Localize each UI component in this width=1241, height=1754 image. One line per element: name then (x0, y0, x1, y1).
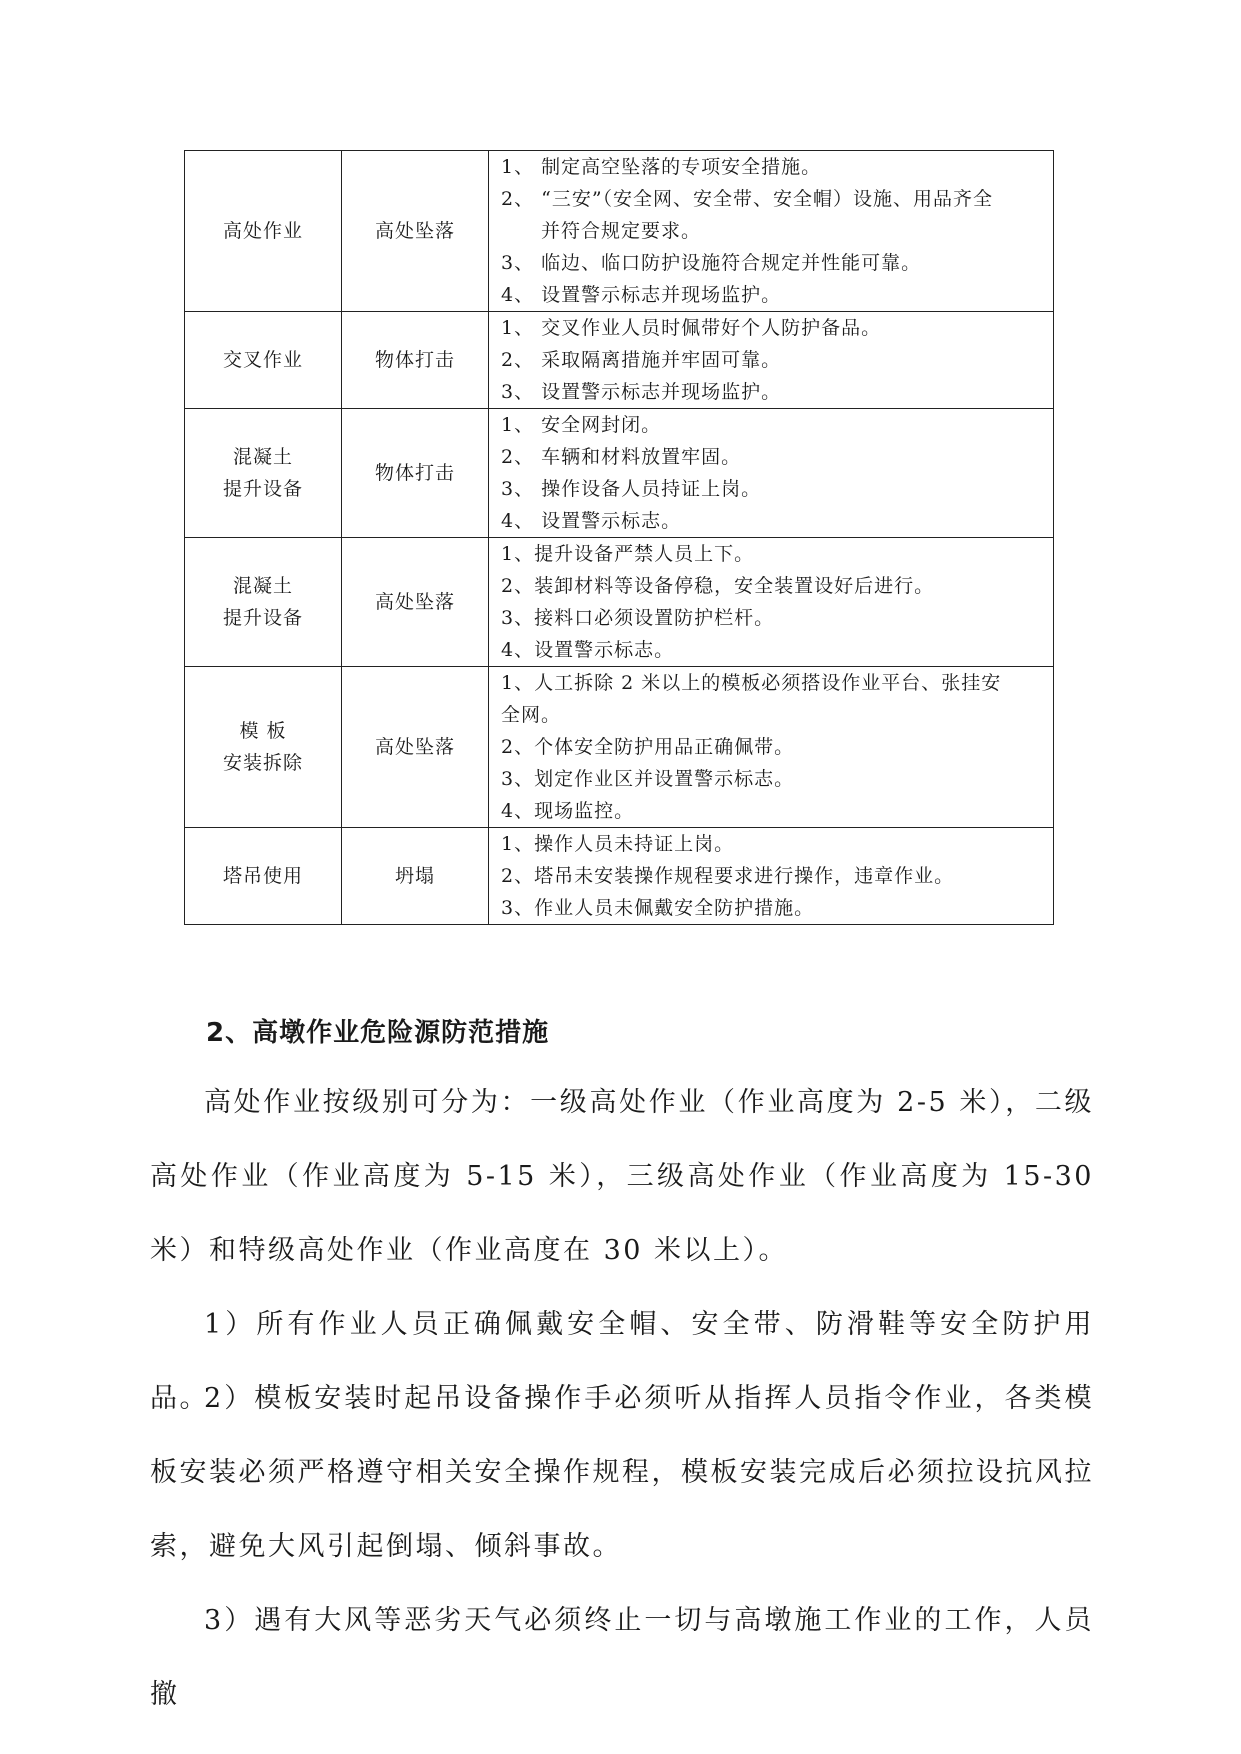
table-row (185, 538, 1054, 667)
table-row (185, 409, 1054, 538)
measures-list (501, 312, 1045, 408)
hazard-cell: 高处坠落 (342, 667, 489, 828)
hazard-cell: 高处坠落 (342, 151, 489, 312)
measure-line: 2、个体安全防护用品正确佩带。 (501, 736, 795, 758)
measure-line: 2、 采取隔离措施并牢固可靠。 (501, 349, 782, 371)
measure-item-3: 3）遇有大风等恶劣天气必须终止一切与高墩施工作业的工作，人员撤 (150, 1605, 1094, 1710)
measures-cell (489, 538, 1054, 667)
measure-line: 4、 设置警示标志。 (501, 510, 682, 532)
activity-label: 模 板 (239, 720, 287, 742)
measure-line: 1、 安全网封闭。 (501, 414, 662, 436)
measure-line: 4、设置警示标志。 (501, 639, 675, 661)
activity-label: 塔吊使用 (222, 865, 303, 887)
measures-list (501, 538, 1045, 666)
measure-line: 3、 设置警示标志并现场监护。 (501, 381, 782, 403)
measure-line: 4、现场监控。 (501, 800, 635, 822)
activity-cell (185, 409, 342, 538)
measure-line: 3、作业人员未佩戴安全防护措施。 (501, 897, 815, 919)
activity-label: 混凝土 (232, 575, 293, 597)
activity-label: 提升设备 (222, 478, 303, 500)
measures-cell (489, 409, 1054, 538)
hazard-cell: 高处坠落 (342, 538, 489, 667)
table-row (185, 312, 1054, 409)
measure-item-2: 2）模板安装时起吊设备操作手必须听从指挥人员指令作业，各类模板安装必须严格遵守相关安全操作规程，模板安装完成后必须拉设抗风拉索，避免大风引起倒塌、倾斜事故。 (150, 1383, 1094, 1562)
measure-item-1: 1）所有作业人员正确佩戴安全帽、安全带、防滑鞋等安全防护用品。 (150, 1309, 1094, 1414)
measure-line: 3、 临边、临口防护设施符合规定并性能可靠。 (501, 252, 922, 274)
table-body (185, 151, 1054, 925)
activity-label: 提升设备 (222, 607, 303, 629)
activity-label: 混凝土 (232, 446, 293, 468)
intro-paragraph: 高处作业按级别可分为：一级高处作业（作业高度为 2-5 米），二级高处作业（作业高度为 5-15 米），三级高处作业（作业高度为 15-30 米）和特级高处作业（作业高度在 30 米以上）。 (150, 1087, 1094, 1266)
measures-cell (489, 312, 1054, 409)
measure-line: 4、 设置警示标志并现场监护。 (501, 284, 782, 306)
measures-cell (489, 828, 1054, 925)
measure-line: 3、 操作设备人员持证上岗。 (501, 478, 762, 500)
measure-line: 2、装卸材料等设备停稳，安全装置设好后进行。 (501, 575, 935, 597)
hazard-cell: 坍塌 (342, 828, 489, 925)
measure-line: 2、 车辆和材料放置牢固。 (501, 446, 742, 468)
measure-line: 1、提升设备严禁人员上下。 (501, 543, 755, 565)
measures-cell (489, 667, 1054, 828)
measure-line: 3、接料口必须设置防护栏杆。 (501, 607, 775, 629)
activity-cell (185, 151, 342, 312)
table-row (185, 828, 1054, 925)
measures-cell (489, 151, 1054, 312)
measures-list (501, 667, 1045, 827)
table-row (185, 151, 1054, 312)
measure-line: 2、 “三安”（安全网、安全带、安全帽）设施、用品齐全 (501, 188, 994, 210)
activity-cell (185, 312, 342, 409)
activity-label: 交叉作业 (222, 349, 303, 371)
section-heading: 2、高墩作业危险源防范措施 (206, 1018, 550, 1048)
hazard-cell: 物体打击 (342, 409, 489, 538)
measure-line: 1、人工拆除 2 米以上的模板必须搭设作业平台、张挂安 (501, 672, 1002, 694)
measures-list (501, 151, 1045, 311)
measure-line: 2、塔吊未安装操作规程要求进行操作，违章作业。 (501, 865, 955, 887)
measures-list (501, 828, 1045, 924)
measure-line: 全网。 (501, 704, 562, 726)
activity-cell (185, 828, 342, 925)
activity-label: 安装拆除 (222, 752, 303, 774)
hazard-measures-table (184, 150, 1054, 925)
activity-cell (185, 667, 342, 828)
hazard-cell: 物体打击 (342, 312, 489, 409)
activity-label: 高处作业 (222, 220, 303, 242)
table-row (185, 667, 1054, 828)
activity-cell (185, 538, 342, 667)
measure-line: 3、划定作业区并设置警示标志。 (501, 768, 795, 790)
measure-line: 并符合规定要求。 (541, 220, 702, 242)
measure-line: 1、 制定高空坠落的专项安全措施。 (501, 156, 822, 178)
measure-line: 1、操作人员未持证上岗。 (501, 833, 735, 855)
measure-line: 1、 交叉作业人员时佩带好个人防护备品。 (501, 317, 882, 339)
measures-list (501, 409, 1045, 537)
